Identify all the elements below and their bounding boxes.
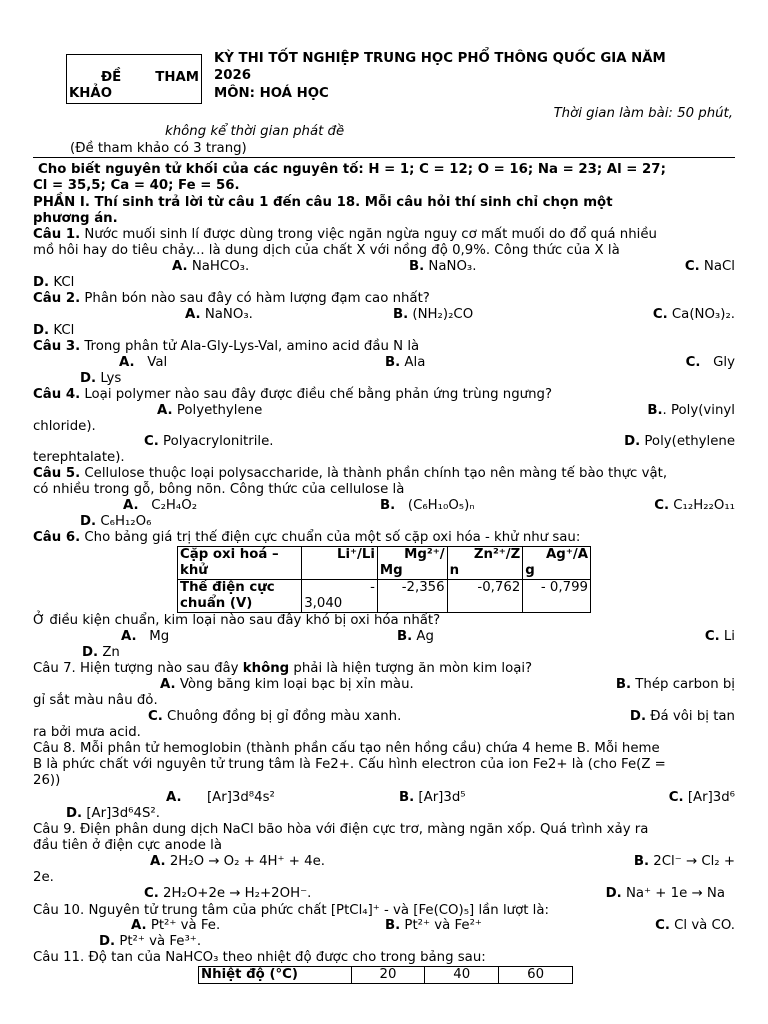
- q1-stem-line-2: mồ hôi hay do tiêu chảy... là dung dịch của chất X với nồng độ 0,9%. Công thức của X là: [33, 243, 620, 258]
- q7-option-c[interactable]: [148, 709, 401, 725]
- electrode-potential-table: [177, 546, 591, 613]
- cell-text: Mg²⁺/: [404, 547, 445, 562]
- q1-label: Câu 1.: [33, 227, 81, 242]
- q10-a-label: A.: [131, 918, 147, 933]
- q8-c-text: [Ar]3d⁶: [687, 790, 735, 805]
- q4-stem: [33, 387, 735, 403]
- q7-a-label: A.: [160, 677, 176, 692]
- q5-option-c[interactable]: [654, 498, 735, 514]
- q5-a-text: C₂H₄O₂: [151, 498, 198, 513]
- q2-b-label: B.: [393, 307, 409, 322]
- q3-stem: [33, 339, 735, 355]
- q3-option-d[interactable]: [80, 371, 380, 387]
- q2-option-a[interactable]: [185, 307, 253, 323]
- q4-a-label: A.: [157, 403, 173, 418]
- part1-instructions-line-2: phương án.: [33, 211, 118, 226]
- q9-a-label: A.: [150, 854, 166, 869]
- q3-c-text: Gly: [713, 355, 735, 370]
- part1-instructions-line-1: PHẦN I. Thí sinh trả lời từ câu 1 đến câu 18. Mỗi câu hỏi thí sinh chỉ chọn một: [33, 195, 613, 210]
- q1-options-line: [33, 259, 735, 275]
- q6-stem: [33, 530, 735, 546]
- q2-a-label: A.: [185, 307, 201, 322]
- time-line-1: Thời gian làm bài: 50 phút,: [553, 106, 733, 121]
- q4-option-b-cont: chloride).: [33, 419, 96, 434]
- q3-option-b[interactable]: [385, 355, 425, 371]
- subject-line: MÔN: HOÁ HỌC: [214, 86, 329, 101]
- q6-stem-text: Cho bảng giá trị thế điện cực chuẩn của một số cặp oxi hóa - khử như sau:: [80, 530, 581, 545]
- q6-option-d[interactable]: [82, 645, 382, 661]
- q10-c-label: C.: [655, 918, 670, 933]
- q8-option-a[interactable]: [166, 790, 275, 806]
- q6-d-text: Zn: [102, 645, 120, 660]
- reference-exam-box: [66, 54, 202, 104]
- time-line-2: không kể thời gian phát đề: [165, 124, 345, 139]
- q7-options-line-2: [33, 709, 735, 725]
- q10-c-text: Cl và CO.: [674, 918, 735, 933]
- q10-b-label: B.: [385, 918, 401, 933]
- q9-options-line-1: [33, 854, 735, 870]
- q8-d-text: [Ar]3d⁶4S².: [86, 806, 160, 821]
- q3-label: Câu 3.: [33, 339, 81, 354]
- cell-text: Mg: [379, 563, 403, 578]
- q7-stem-text-a: Câu 7. Hiện tượng nào sau đây: [33, 661, 243, 676]
- solubility-table: [198, 966, 573, 984]
- table-cell: 20: [351, 967, 425, 984]
- q4-b-label: B.: [647, 403, 663, 418]
- q4-label: Câu 4.: [33, 387, 81, 402]
- ref-box-word-2: THAM: [155, 70, 199, 85]
- q3-option-a[interactable]: [119, 355, 167, 371]
- q3-b-label: B.: [385, 355, 401, 370]
- q4-options-line-1: [33, 403, 735, 419]
- q6-options-line: [33, 629, 735, 645]
- table-cell: -0,762: [447, 580, 523, 613]
- q6-option-c[interactable]: [705, 629, 735, 645]
- cell-text: chuẩn (V): [180, 596, 253, 611]
- q6-a-text: Mg: [149, 629, 170, 644]
- q6-d-label: D.: [82, 645, 99, 660]
- table-row: [178, 547, 591, 580]
- q4-d-label: D.: [624, 434, 641, 449]
- q4-b-text-1: Poly(vinyl: [671, 403, 735, 418]
- table-row: [178, 580, 591, 613]
- q10-option-a[interactable]: [131, 918, 220, 934]
- q4-option-b[interactable]: B.. Poly(vinyl: [647, 403, 735, 418]
- q5-d-text: C₆H₁₂O₆: [100, 514, 152, 529]
- q3-a-text: Val: [147, 355, 168, 370]
- q1-option-b[interactable]: [409, 259, 477, 275]
- table-cell: 60: [499, 967, 573, 984]
- q6-a-label: A.: [121, 629, 137, 644]
- q2-b-text: (NH₂)₂CO: [412, 307, 474, 322]
- q2-option-d[interactable]: [33, 323, 735, 339]
- q10-options-line: [33, 918, 735, 934]
- table-header-cell: [447, 547, 523, 580]
- q3-d-label: D.: [80, 371, 97, 386]
- q3-b-text: Ala: [404, 355, 426, 370]
- q4-option-d[interactable]: [624, 434, 735, 450]
- q7-stem: [33, 661, 735, 677]
- q1-d-text: KCl: [53, 275, 75, 290]
- table-header-cell: [178, 547, 302, 580]
- q4-option-c[interactable]: [144, 434, 274, 450]
- q11-stem: Câu 11. Độ tan của NaHCO₃ theo nhiệt độ được cho trong bảng sau:: [33, 950, 486, 965]
- q4-a-text: Polyethylene: [176, 403, 263, 418]
- q9-d-text: Na⁺ + 1e → Na: [625, 886, 725, 901]
- q5-a-label: A.: [123, 498, 139, 513]
- q1-a-text: NaHCO₃.: [191, 259, 250, 274]
- q2-option-b[interactable]: [393, 307, 473, 323]
- q10-option-c[interactable]: [655, 918, 735, 934]
- q9-option-b-cont: 2e.: [33, 870, 54, 885]
- cell-text: Ag⁺/A: [546, 547, 588, 562]
- pages-note: (Đề tham khảo có 3 trang): [70, 141, 247, 156]
- q8-stem-line-2: B là phức chất với nguyên tử trung tâm là Fe2+. Cấu hình electron của ion Fe2+ là (cho Fe(Z =: [33, 757, 666, 772]
- q1-c-label: C.: [684, 259, 700, 274]
- q3-options-line: [33, 355, 735, 371]
- q6-b-label: B.: [397, 629, 413, 644]
- exam-title-text-1: KỲ THI TỐT NGHIỆP TRUNG HỌC PHỔ THÔNG QUỐC GIA NĂM: [214, 51, 666, 66]
- q6-c-label: C.: [704, 629, 720, 644]
- q3-a-label: A.: [119, 355, 135, 370]
- cell-text: khử: [180, 563, 208, 578]
- atomic-masses-line-1: Cho biết nguyên tử khối của các nguyên tố: H = 1; C = 12; O = 16; Na = 23; Al = 27;: [38, 162, 666, 177]
- q10-b-text: Pt²⁺ và Fe²⁺: [404, 918, 482, 933]
- q3-stem-text: Trong phân tử Ala-Gly-Lys-Val, amino acid đầu N là: [80, 339, 420, 354]
- q2-option-c[interactable]: [653, 307, 735, 323]
- q5-d-label: D.: [80, 514, 97, 529]
- q7-stem-emphasis: không: [242, 661, 290, 676]
- q10-option-b[interactable]: [385, 918, 482, 934]
- table-header-cell: [377, 547, 447, 580]
- q6-c-text: Li: [723, 629, 735, 644]
- q4-c-text: Polyacrylonitrile.: [163, 434, 274, 449]
- q10-stem: Câu 10. Nguyên tử trung tâm của phức chất [PtCl₄]⁺ - và [Fe(CO)₅] lần lượt là:: [33, 903, 549, 918]
- q2-label: Câu 2.: [33, 291, 81, 306]
- cell-text: Cặp oxi hoá –: [180, 547, 279, 562]
- table-header-cell: [523, 547, 591, 580]
- cell-text: -: [370, 580, 375, 595]
- q1-option-d[interactable]: [33, 275, 735, 291]
- q6-b-text: Ag: [416, 629, 434, 644]
- q5-option-b[interactable]: [380, 498, 475, 514]
- q3-d-text: Lys: [100, 371, 122, 386]
- q5-c-text: C₁₂H₂₂O₁₁: [673, 498, 735, 513]
- q5-c-label: C.: [654, 498, 670, 513]
- cell-text: Li⁺/Li: [336, 547, 375, 562]
- q9-options-line-2: [33, 886, 735, 902]
- q1-option-c[interactable]: [685, 259, 735, 275]
- q9-stem-line-1: Câu 9. Điện phân dung dịch NaCl bão hòa với điện cực trơ, màng ngăn xốp. Quá trình xảy ra: [33, 822, 649, 837]
- q5-option-d[interactable]: [80, 514, 380, 530]
- q8-a-text: [Ar]3d⁸4s²: [206, 790, 275, 805]
- q7-d-label: D.: [629, 709, 646, 724]
- q10-d-text: Pt²⁺ và Fe³⁺.: [119, 934, 202, 949]
- exam-title-line-2: [214, 68, 514, 84]
- q2-options-line: [33, 307, 735, 323]
- cell-text: g: [525, 563, 535, 578]
- q7-option-a[interactable]: [160, 677, 414, 693]
- q9-option-a[interactable]: [150, 854, 325, 870]
- q6-label: Câu 6.: [33, 530, 81, 545]
- q8-c-label: C.: [668, 790, 684, 805]
- q6-option-b[interactable]: [397, 629, 434, 645]
- q6-question: Ở điều kiện chuẩn, kim loại nào sau đây khó bị oxi hóa nhất?: [33, 613, 441, 628]
- q8-b-text: [Ar]3d⁵: [418, 790, 466, 805]
- q2-d-text: KCl: [53, 323, 75, 338]
- q7-d-text-1: Đá vôi bị tan: [650, 709, 735, 724]
- q8-a-label: A.: [166, 790, 182, 805]
- table-cell: 40: [425, 967, 499, 984]
- q7-option-b[interactable]: [616, 677, 735, 693]
- q9-c-label: C.: [144, 886, 159, 901]
- q4-option-a[interactable]: [157, 403, 262, 419]
- q5-label: Câu 5.: [33, 466, 81, 481]
- q2-a-text: NaNO₃.: [204, 307, 253, 322]
- q2-stem-text: Phân bón nào sau đây có hàm lượng đạm cao nhất?: [80, 291, 430, 306]
- q1-stem-line-1: [33, 227, 735, 243]
- q10-a-text: Pt²⁺ và Fe.: [150, 918, 221, 933]
- q5-b-label: B.: [380, 498, 396, 513]
- q8-stem-line-1: Câu 8. Mỗi phân tử hemoglobin (thành phần cấu tạo nên hồng cầu) chứa 4 heme B. Mỗi heme: [33, 741, 660, 756]
- q5-stem-line-2: có nhiều trong gỗ, bông nõn. Công thức của cellulose là: [33, 482, 405, 497]
- header-divider: [33, 157, 735, 158]
- q7-option-d[interactable]: [630, 709, 735, 725]
- q2-d-label: D.: [33, 323, 50, 338]
- q1-a-label: A.: [172, 259, 188, 274]
- table-row: [199, 967, 573, 984]
- q5-stem-line-1: [33, 466, 735, 482]
- q2-c-label: C.: [652, 307, 668, 322]
- cell-text: n: [449, 563, 460, 578]
- q7-option-d-cont: ra bởi mưa acid.: [33, 725, 141, 740]
- q1-b-label: B.: [409, 259, 425, 274]
- table-row-header: [178, 580, 302, 613]
- q9-option-d[interactable]: [606, 886, 725, 902]
- q8-stem-line-3: 26)): [33, 773, 61, 788]
- table-cell: -2,356: [377, 580, 447, 613]
- table-cell: - 0,799: [523, 580, 591, 613]
- q9-d-label: D.: [605, 886, 622, 901]
- q7-stem-text-b: phải là hiện tượng ăn mòn kim loại?: [289, 661, 533, 676]
- q9-b-label: B.: [633, 854, 650, 869]
- q4-d-text-1: Poly(ethylene: [644, 434, 735, 449]
- q5-b-text: (C₆H₁₀O₅)ₙ: [407, 498, 475, 513]
- ref-box-word-3: KHẢO: [69, 86, 113, 101]
- q8-b-label: B.: [399, 790, 415, 805]
- table-header-cell: Nhiệt độ (°C): [199, 967, 352, 984]
- q9-option-c[interactable]: [144, 886, 311, 902]
- q8-options-line: [33, 790, 735, 806]
- q6-option-a[interactable]: [121, 629, 169, 645]
- ref-box-word-1: ĐỀ: [101, 70, 122, 85]
- q5-option-a[interactable]: [123, 498, 197, 514]
- q4-c-label: C.: [144, 434, 159, 449]
- cell-text: Zn²⁺/Z: [473, 547, 521, 562]
- exam-title-text-2: 2026: [214, 68, 252, 83]
- q7-b-label: B.: [615, 677, 632, 692]
- q9-stem-line-2: đầu tiên ở điện cực anode là: [33, 838, 222, 853]
- q1-option-a[interactable]: [172, 259, 249, 275]
- q1-b-text: NaNO₃.: [428, 259, 477, 274]
- q2-c-text: Ca(NO₃)₂.: [671, 307, 735, 322]
- q7-b-text-1: Thép carbon bị: [635, 677, 735, 692]
- q5-stem-text-1: Cellulose thuộc loại polysaccharide, là thành phần chính tạo nên màng tế bào thực vật,: [80, 466, 668, 481]
- q9-b-text-1: 2Cl⁻ → Cl₂ +: [653, 854, 735, 869]
- atomic-masses-line-2: Cl = 35,5; Ca = 40; Fe = 56.: [33, 178, 240, 193]
- table-cell: [302, 580, 378, 613]
- q8-option-b[interactable]: [399, 790, 466, 806]
- q1-d-label: D.: [33, 275, 50, 290]
- q8-option-c[interactable]: [669, 790, 735, 806]
- q3-c-label: C.: [685, 355, 701, 370]
- q3-option-c[interactable]: [686, 355, 735, 371]
- q5-options-line: [33, 498, 735, 514]
- q7-option-b-cont: gỉ sắt màu nâu đỏ.: [33, 693, 158, 708]
- q4-options-line-2: [33, 434, 735, 450]
- q1-stem-text-1: Nước muối sinh lí được dùng trong việc ngăn ngừa nguy cơ mất muối do đổ quá nhiều: [80, 227, 657, 242]
- q10-option-d[interactable]: [99, 934, 399, 950]
- q9-a-text: 2H₂O → O₂ + 4H⁺ + 4e.: [169, 854, 326, 869]
- q8-d-label: D.: [66, 806, 83, 821]
- q9-option-b[interactable]: [634, 854, 735, 870]
- q10-d-label: D.: [99, 934, 116, 949]
- q7-c-text: Chuông đồng bị gỉ đồng màu xanh.: [167, 709, 402, 724]
- q7-c-label: C.: [148, 709, 163, 724]
- q7-options-line-1: [33, 677, 735, 693]
- q4-option-d-cont: terephtalate).: [33, 450, 125, 465]
- q4-stem-text: Loại polymer nào sau đây được điều chế bằng phản ứng trùng ngưng?: [80, 387, 553, 402]
- q9-c-text: 2H₂O+2e → H₂+2OH⁻.: [163, 886, 312, 901]
- q7-a-text: Vòng băng kim loại bạc bị xỉn màu.: [179, 677, 414, 692]
- exam-title-line-1: [214, 51, 735, 67]
- q2-stem: [33, 291, 735, 307]
- q1-c-text: NaCl: [703, 259, 735, 274]
- table-header-cell: [302, 547, 378, 580]
- q8-option-d[interactable]: [66, 806, 366, 822]
- cell-text: 3,040: [304, 596, 343, 611]
- cell-text: Thế điện cực: [180, 580, 275, 595]
